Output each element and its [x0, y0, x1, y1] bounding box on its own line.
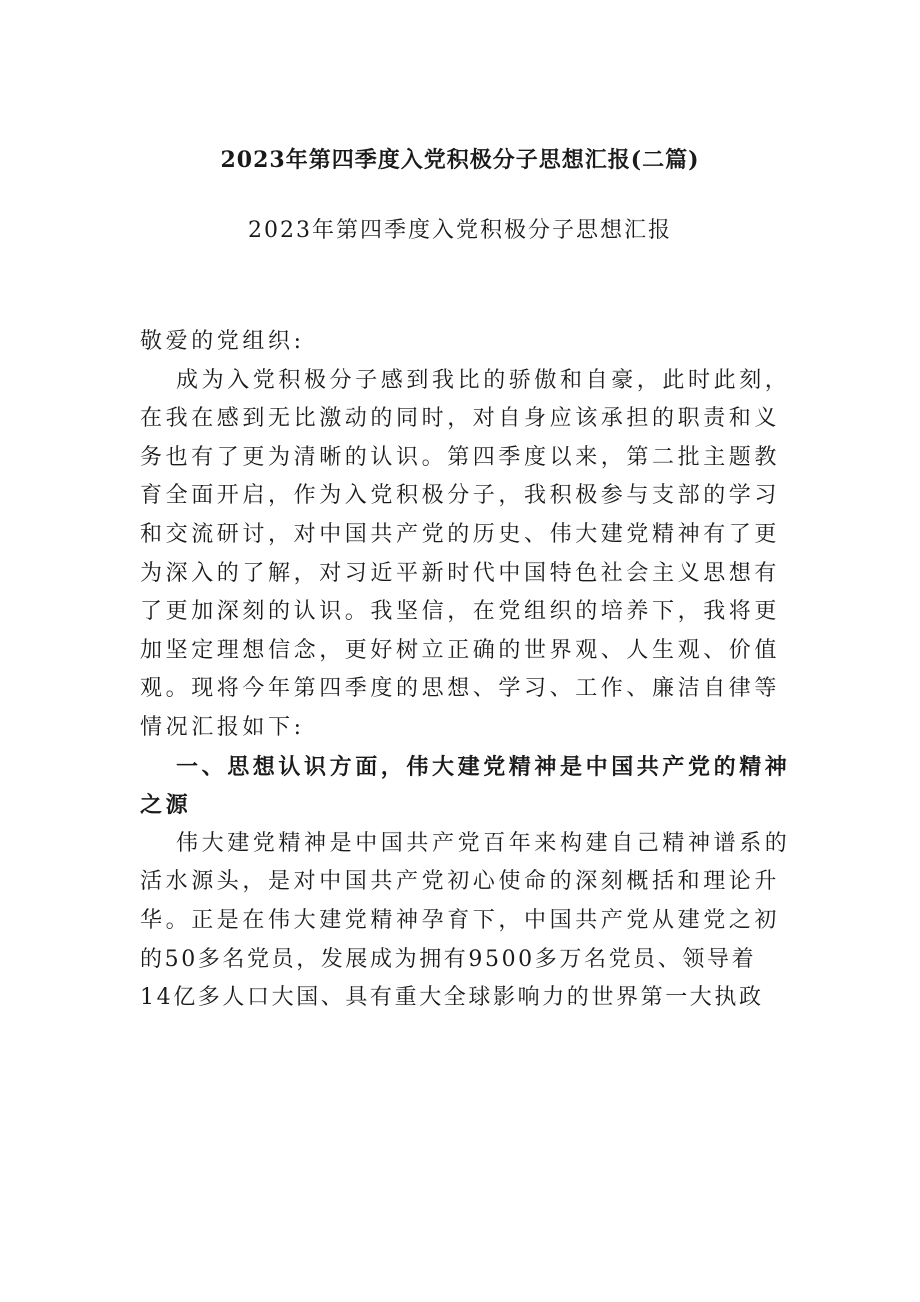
paragraph-line: 为深入的了解，对习近平新时代中国特色社会主义思想有 — [140, 560, 781, 586]
paragraph-line: 观。现将今年第四季度的思想、学习、工作、廉洁自律等 — [140, 676, 781, 702]
document-body — [140, 323, 791, 1018]
paragraph-line: 华。正是在伟大建党精神孕育下，中国共产党从建党之初 — [140, 907, 781, 933]
paragraph-line: 务也有了更为清晰的认识。第四季度以来，第二批主题教 — [140, 444, 781, 470]
paragraph-line: 伟大建党精神是中国共产党百年来构建自己精神谱系的 — [176, 830, 791, 856]
paragraph-line: 了更加深刻的认识。我坚信，在党组织的培养下，我将更 — [140, 599, 781, 625]
paragraph-line: 情况汇报如下: — [140, 714, 305, 740]
paragraph-line: 14亿多人口大国、具有重大全球影响力的世界第一大执政 — [140, 985, 764, 1011]
section-heading: 一、思想认识方面，伟大建党精神是中国共产党的精神 — [176, 753, 791, 780]
paragraph-line: 加坚定理想信念，更好树立正确的世界观、人生观、价值 — [140, 637, 781, 663]
salutation-line: 敬爱的党组织: — [140, 329, 305, 354]
paragraph-line: 活水源头，是对中国共产党初心使命的深刻概括和理论升 — [140, 869, 781, 895]
paragraph-line: 和交流研讨，对中国共产党的历史、伟大建党精神有了更 — [140, 521, 781, 547]
document-subtitle: 2023年第四季度入党积极分子思想汇报 — [248, 218, 672, 243]
paragraph-line: 育全面开启，作为入党积极分子，我积极参与支部的学习 — [140, 483, 781, 509]
paragraph-line: 在我在感到无比激动的同时，对自身应该承担的职责和义 — [140, 406, 781, 432]
paragraph-line: 的50多名党员，发展成为拥有9500多万名党员、领导着 — [140, 946, 757, 972]
section-heading-continued: 之源 — [140, 792, 192, 819]
document-title: 2023年第四季度入党积极分子思想汇报(二篇) — [220, 147, 700, 173]
paragraph-line: 成为入党积极分子感到我比的骄傲和自豪，此时此刻， — [176, 367, 791, 393]
